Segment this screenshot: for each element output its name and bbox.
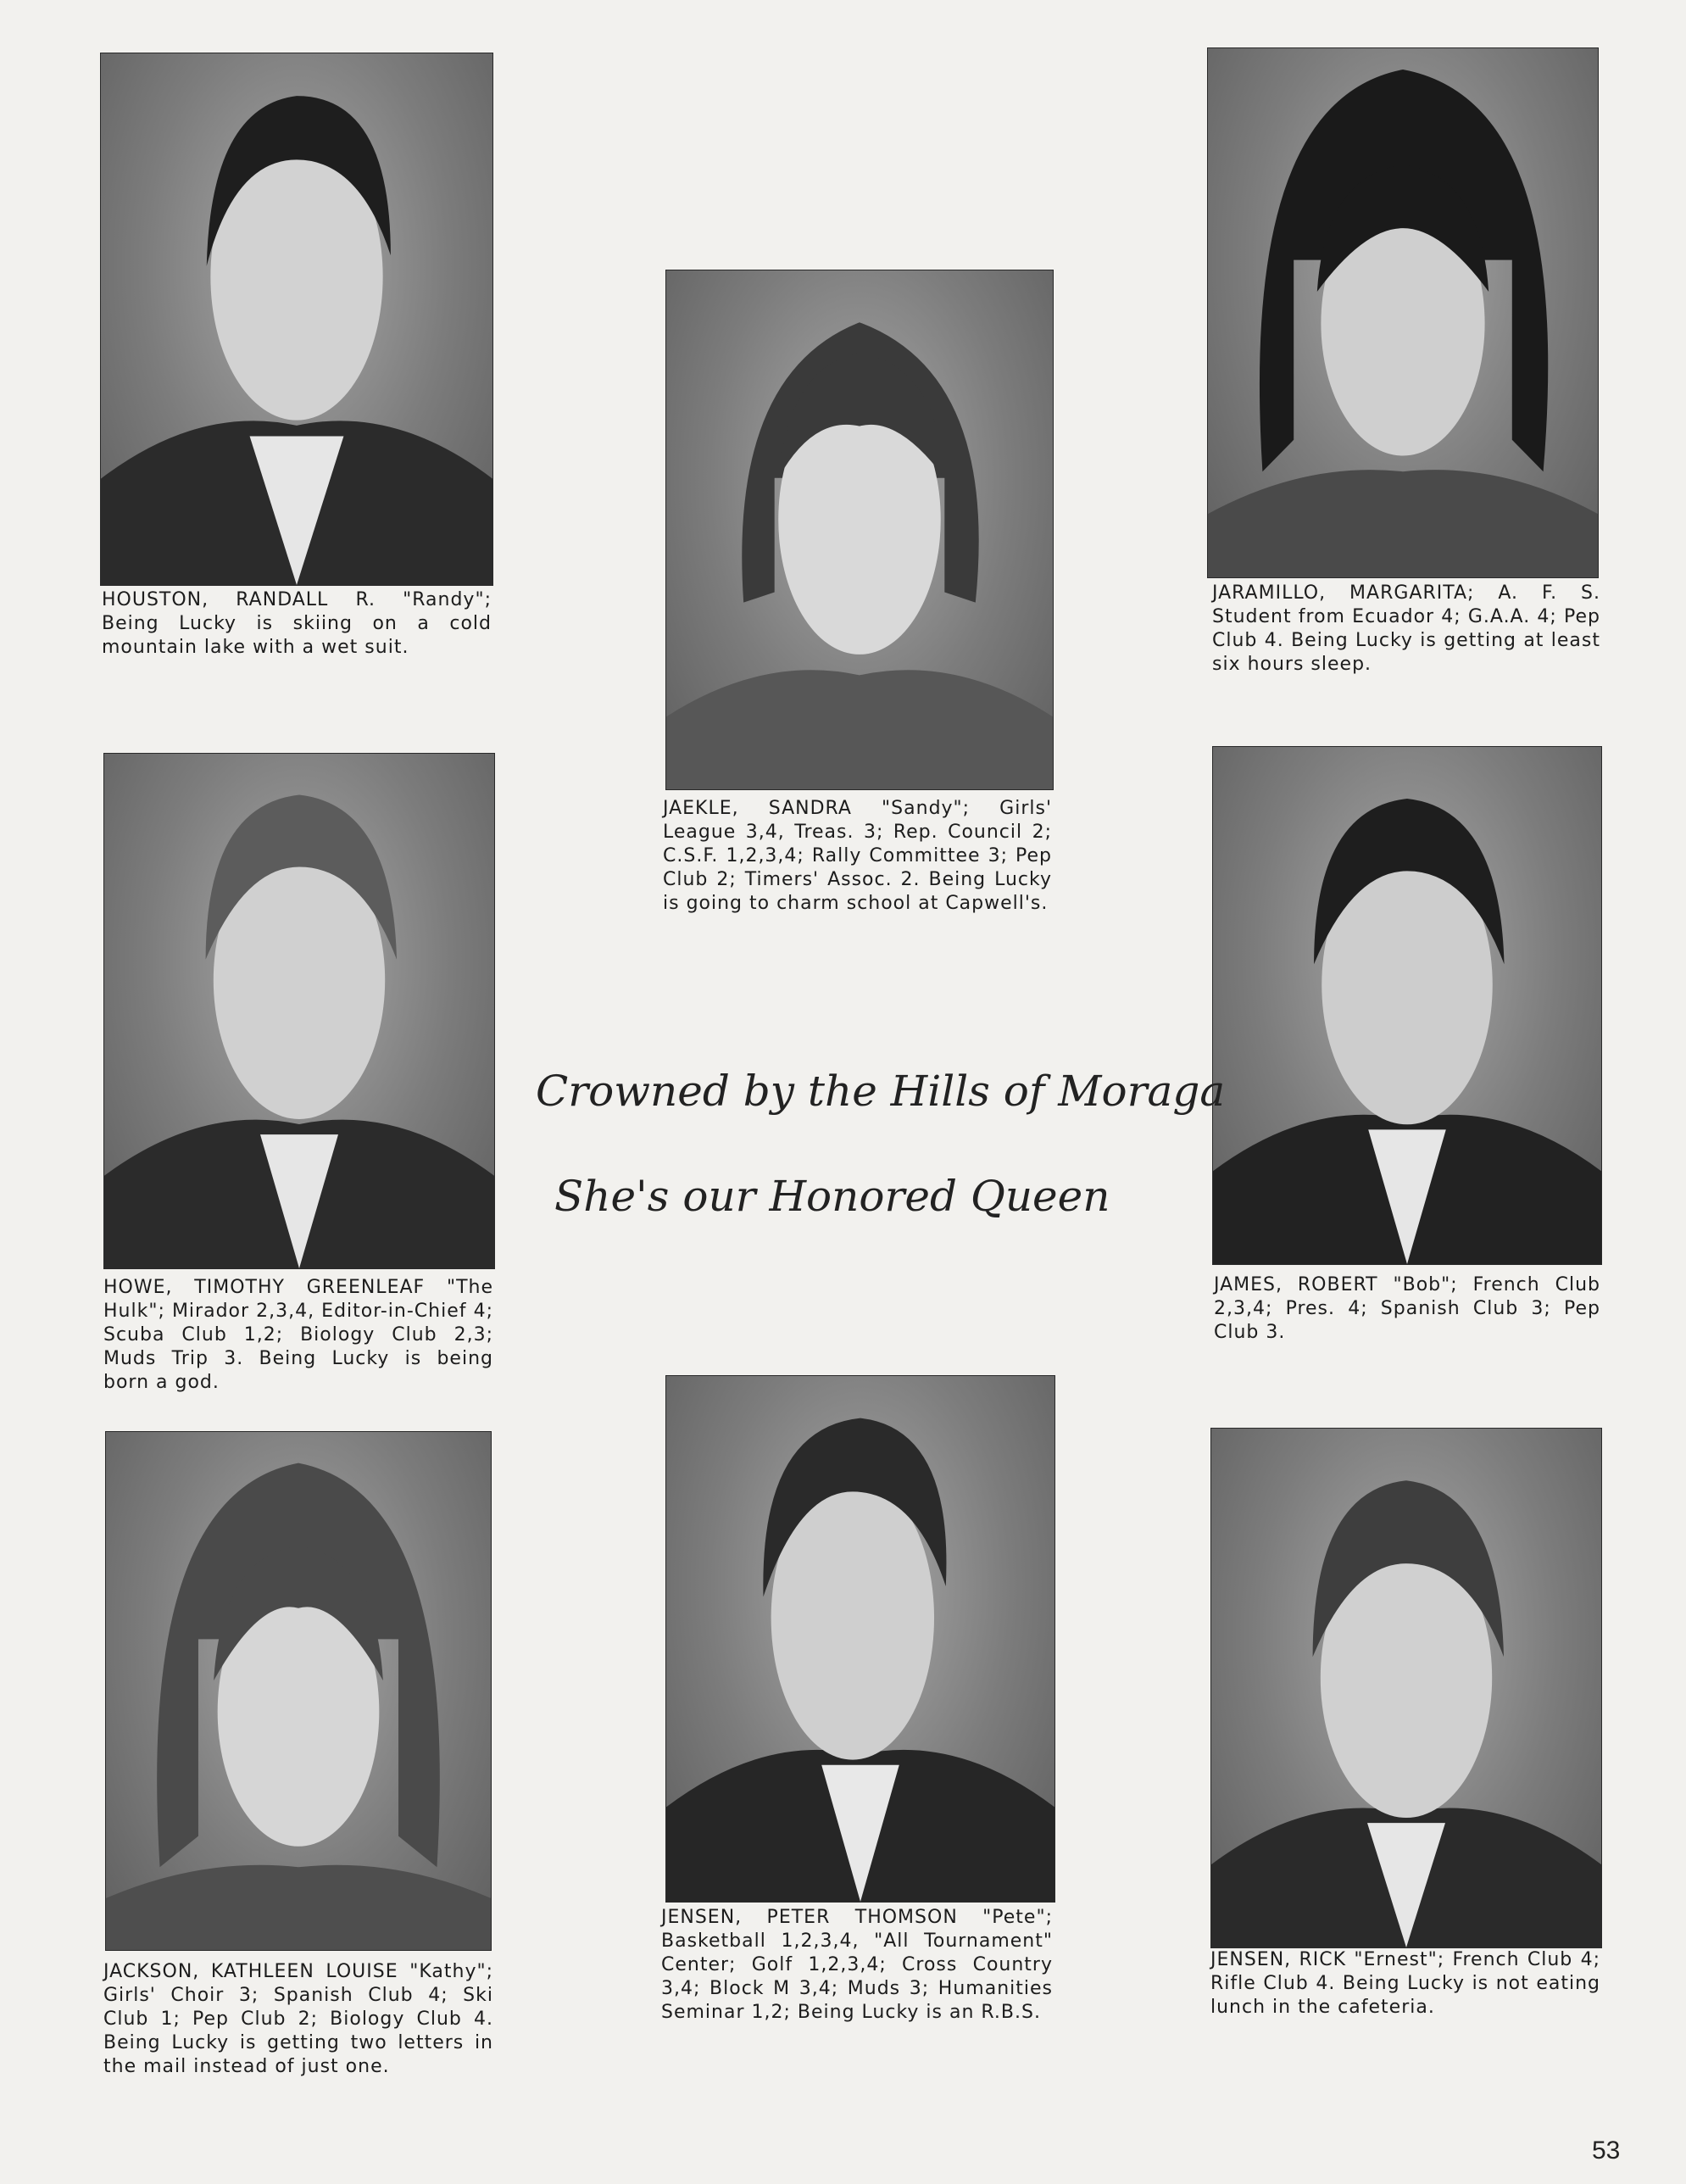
caption-howe: HOWE, TIMOTHY GREENLEAF "The Hulk"; Mirador 2,3,4, Editor-in-Chief 4; Scuba Club 1,2; Biology Club 2,3; Muds Trip 3. Being Lucky is being born a god. [103,1277,493,1393]
portrait-james [1212,746,1602,1265]
portrait-jensen-peter [665,1375,1055,1903]
portrait-houston [100,53,493,586]
caption-jaekle: JAEKLE, SANDRA "Sandy"; Girls' League 3,4, Treas. 3; Rep. Council 2; C.S.F. 1,2,3,4; Rally Committee 3; Pep Club 2; Timers' Assoc. 2. Being Lucky is going to charm school at Capwell's. [663,798,1052,914]
caption-jackson: JACKSON, KATHLEEN LOUISE "Kathy"; Girls' Choir 3; Spanish Club 4; Ski Club 1; Pep Club 2; Biology Club 4. Being Lucky is getting two letters in the mail instead of just one. [103,1961,493,2077]
portrait-howe [103,753,495,1269]
caption-jensen-rick: JENSEN, RICK "Ernest"; French Club 4; Rifle Club 4. Being Lucky is not eating lunch in the cafeteria. [1210,1949,1600,2018]
verse-line-2: She's our Honored Queen [554,1172,1110,1221]
page-number: 53 [1592,2137,1621,2164]
portrait-jaekle [665,270,1054,790]
portrait-jackson [105,1431,492,1951]
caption-jaramillo: JARAMILLO, MARGARITA; A. F. S. Student from Ecuador 4; G.A.A. 4; Pep Club 4. Being Lucky is getting at least six hours sleep. [1212,582,1600,675]
caption-james: JAMES, ROBERT "Bob"; French Club 2,3,4; Pres. 4; Spanish Club 3; Pep Club 3. [1214,1274,1600,1343]
portrait-jensen-rick [1210,1428,1602,1948]
caption-houston: HOUSTON, RANDALL R. "Randy"; Being Lucky is skiing on a cold mountain lake with a wet suit. [102,589,492,658]
portrait-jaramillo [1207,47,1599,578]
verse-line-1: Crowned by the Hills of Moraga [536,1067,1226,1116]
caption-jensen-peter: JENSEN, PETER THOMSON "Pete"; Basketball 1,2,3,4, "All Tournament" Center; Golf 1,2,3,4; Cross Country 3,4; Block M 3,4; Muds 3; Humanities Seminar 1,2; Being Lucky is an R.B.S. [661,1907,1053,2023]
